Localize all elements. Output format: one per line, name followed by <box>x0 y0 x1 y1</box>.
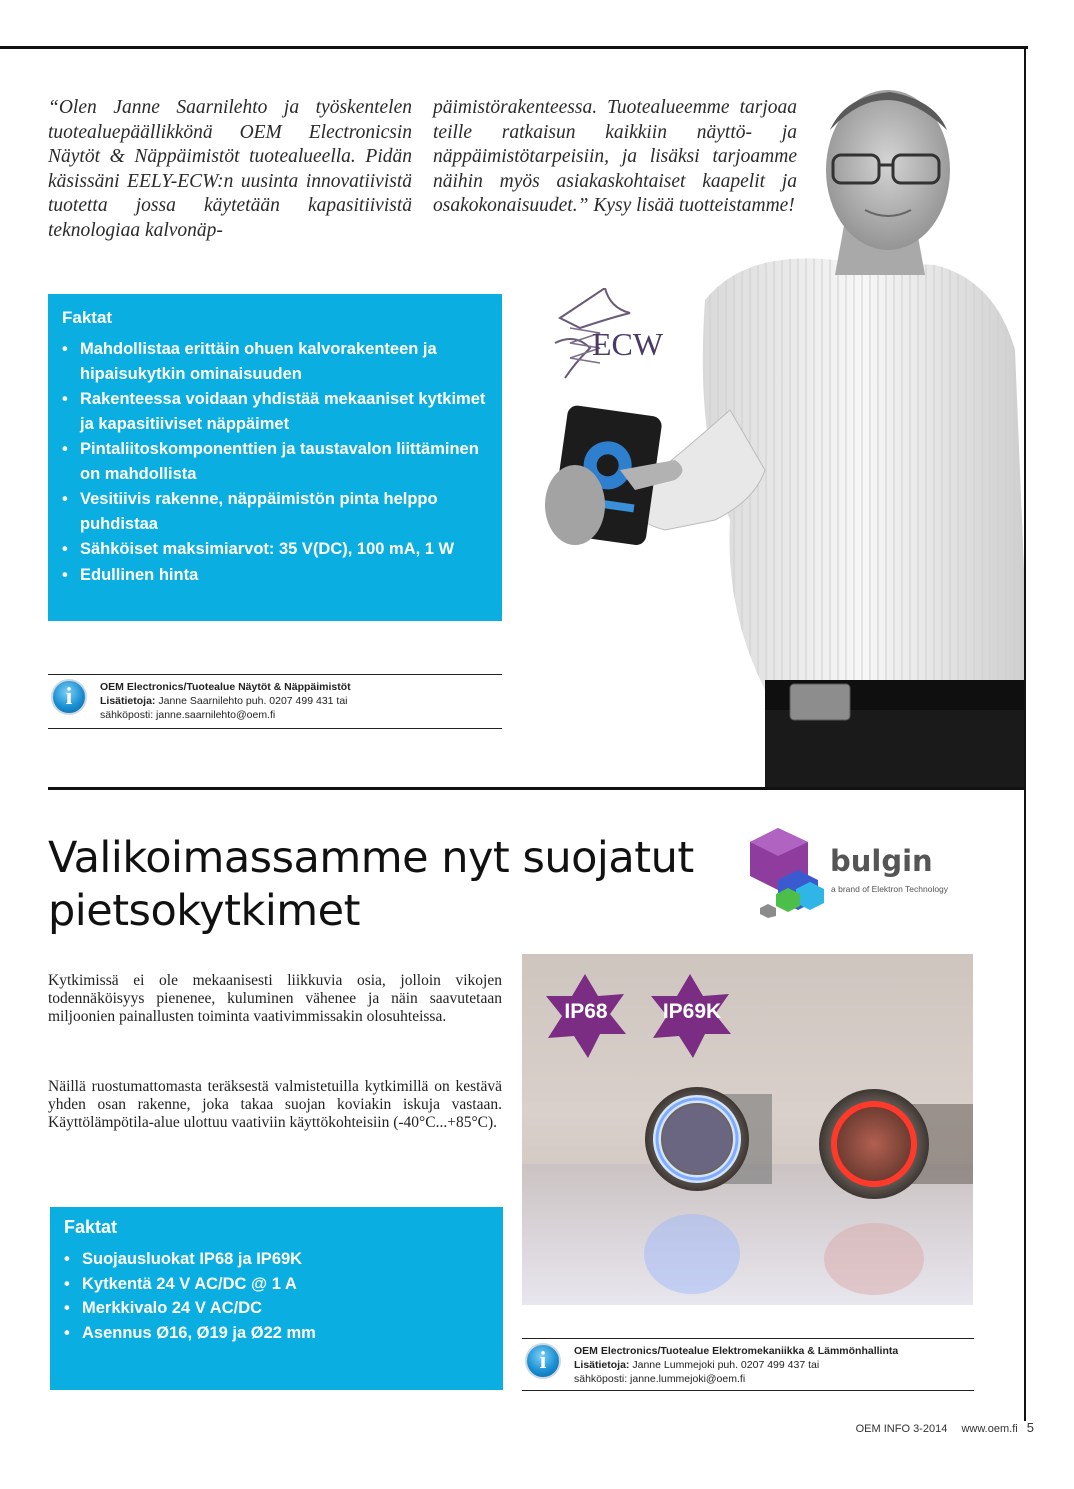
body-paragraph-1: Kytkimissä ei ole mekaanisesti liikkuvia osia, jolloin vikojen todennäköisyys pienenee, kuluminen vähenee ja näin saavutetaan miljoonien painallusten toiminta vaativimmissakin olosuhteissa. <box>48 972 502 1026</box>
info-box-bottom <box>522 1338 974 1391</box>
faktat-item: • Vesitiivis rakenne, näppäimistön pinta helppo puhdistaa <box>62 490 438 533</box>
faktat-item: • Suojausluokat IP68 ja IP69K <box>64 1250 303 1268</box>
info-contact: Lisätietoja: Janne Saarnilehto puh. 0207 499 431 tai <box>100 695 348 707</box>
quote-column-1: “Olen Janne Saarnilehto ja työskentelen tuotealuepäällikkönä OEM Electronicsin Näytöt & Näppäimistöt tuotealueella. Pidän käsissäni EELY-ECW:n uusinta innovatiivistä tuotetta jossa käytetään kapasitiivistä teknologiaa kalvonäp- <box>48 97 412 241</box>
info-email: sähköposti: janne.lummejoki@oem.fi <box>574 1373 746 1385</box>
product-photo <box>522 954 973 1305</box>
faktat-list <box>64 1247 489 1345</box>
info-text <box>574 1344 898 1386</box>
faktat-item: • Rakenteessa voidaan yhdistää mekaaniset kytkimet ja kapasitiiviset näppäimet <box>62 390 486 433</box>
faktat-title: Faktat <box>64 1217 118 1237</box>
faktat-item: • Merkkivalo 24 V AC/DC <box>64 1299 263 1317</box>
info-text <box>100 680 351 722</box>
info-icon: i <box>51 679 87 715</box>
faktat-box-bottom <box>50 1207 503 1390</box>
info-contact: Lisätietoja: Janne Lummejoki puh. 0207 499 437 tai <box>574 1359 820 1371</box>
faktat-item: • Pintaliitoskomponenttien ja taustavalon liittäminen on mahdollista <box>62 440 479 483</box>
bulgin-cube-icon <box>748 826 830 918</box>
section-divider <box>48 787 1026 790</box>
body-paragraph-2: Näillä ruostumattomasta teräksestä valmistetuilla kytkimillä on kestävä yhden osan rakenne, joka takaa suojan koviakin iskuja vastaan. Käyttölämpötila-alue ulottuu vaativiin käyttökohteisiin (-40°C...+85°C). <box>48 1078 502 1132</box>
top-rule <box>0 46 1028 49</box>
bulgin-name: bulgin <box>830 844 933 878</box>
right-margin-rule <box>1024 46 1026 1421</box>
faktat-title: Faktat <box>62 308 113 327</box>
page-title <box>48 832 694 938</box>
bulgin-logo <box>748 826 988 918</box>
headline-line-2: pietsokytkimet <box>48 886 360 936</box>
faktat-box-top <box>48 294 502 621</box>
info-email: sähköposti: janne.saarnilehto@oem.fi <box>100 709 276 721</box>
bulgin-tagline: a brand of Elektron Technology <box>831 884 949 894</box>
ecw-logo-text: ECW <box>592 326 664 362</box>
faktat-list <box>62 337 488 587</box>
footer-url[interactable]: www.oem.fi <box>961 1423 1018 1435</box>
faktat-item: • Kytkentä 24 V AC/DC @ 1 A <box>64 1274 297 1293</box>
faktat-item: • Edullinen hinta <box>62 565 199 584</box>
badge-ip68-label: IP68 <box>564 1000 608 1023</box>
page-footer <box>856 1420 1034 1435</box>
faktat-item: • Mahdollistaa erittäin ohuen kalvorakenteen ja hipaisukytkin ominaisuuden <box>62 340 437 383</box>
info-box-top <box>48 674 502 729</box>
page-number: 5 <box>1026 1420 1034 1435</box>
info-icon: i <box>525 1343 561 1379</box>
ecw-logo <box>550 288 664 388</box>
info-department: OEM Electronics/Tuotealue Elektromekaniikka & Lämmönhallinta <box>574 1345 899 1357</box>
faktat-item: • Sähköiset maksimiarvot: 35 V(DC), 100 mA, 1 W <box>62 540 455 558</box>
badge-ip69k-label: IP69K <box>662 1000 722 1023</box>
info-department: OEM Electronics/Tuotealue Näytöt & Näppäimistöt <box>100 681 351 693</box>
quote-column-2: päimistörakenteessa. Tuotealueemme tarjoaa teille ratkaisun kaikkiin näyttö- ja näppäimistötarpeisiin, ja lisäksi tarjoamme näihin myös asiakaskohtaiset kaapelit ja osakokonaisuudet.” Kysy lisää tuotteistamme! <box>433 97 797 217</box>
headline-line-1: Valikoimassamme nyt suojatut <box>48 833 694 883</box>
footer-magazine: OEM INFO 3-2014 <box>855 1423 948 1435</box>
faktat-item: • Asennus Ø16, Ø19 ja Ø22 mm <box>64 1323 316 1342</box>
